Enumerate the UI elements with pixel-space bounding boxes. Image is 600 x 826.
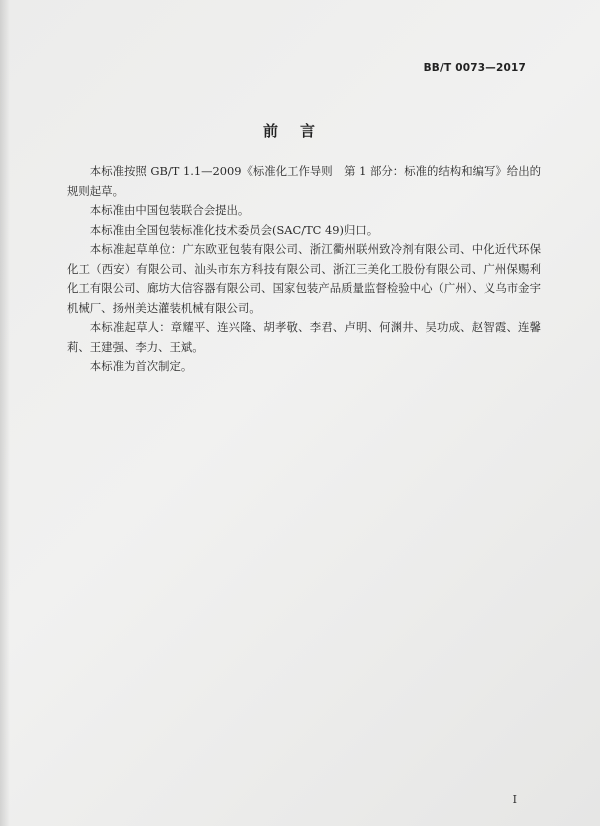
- paragraph-drafting-units: 本标准起草单位：广东欧亚包装有限公司、浙江衢州联州致冷剂有限公司、中化近代环保化工（西安）有限公司、汕头市东方科技有限公司、浙江三美化工股份有限公司、广州保赐利化工有限公司、廊坊大信容器有限公司、国家包装产品质量监督检验中心（广州）、义乌市金宇机械厂、扬州美达灌装机械有限公司。: [67, 242, 541, 315]
- page-number: I: [512, 793, 517, 806]
- paragraph-under-jurisdiction: 本标准由全国包装标准化技术委员会(SAC/TC 49)归口。: [89, 222, 379, 237]
- paragraph-first-edition: 本标准为首次制定。: [89, 359, 193, 373]
- paragraph-drafting-rules: 本标准按照 GB/T 1.1—2009《标准化工作导则 第 1 部分：标准的结构和编写》给出的规则起草。: [67, 164, 541, 198]
- document-body: [67, 162, 541, 377]
- page-title: 前言: [262, 122, 337, 140]
- standard-code: BB/T 0073—2017: [423, 62, 526, 74]
- paragraph-proposed-by: 本标准由中国包装联合会提出。: [89, 203, 250, 217]
- paragraph-drafters: 本标准起草人：章耀平、连兴隆、胡孝敬、李君、卢明、何渊井、吴功成、赵智霞、连馨莉、王建强、李力、王斌。: [67, 320, 541, 354]
